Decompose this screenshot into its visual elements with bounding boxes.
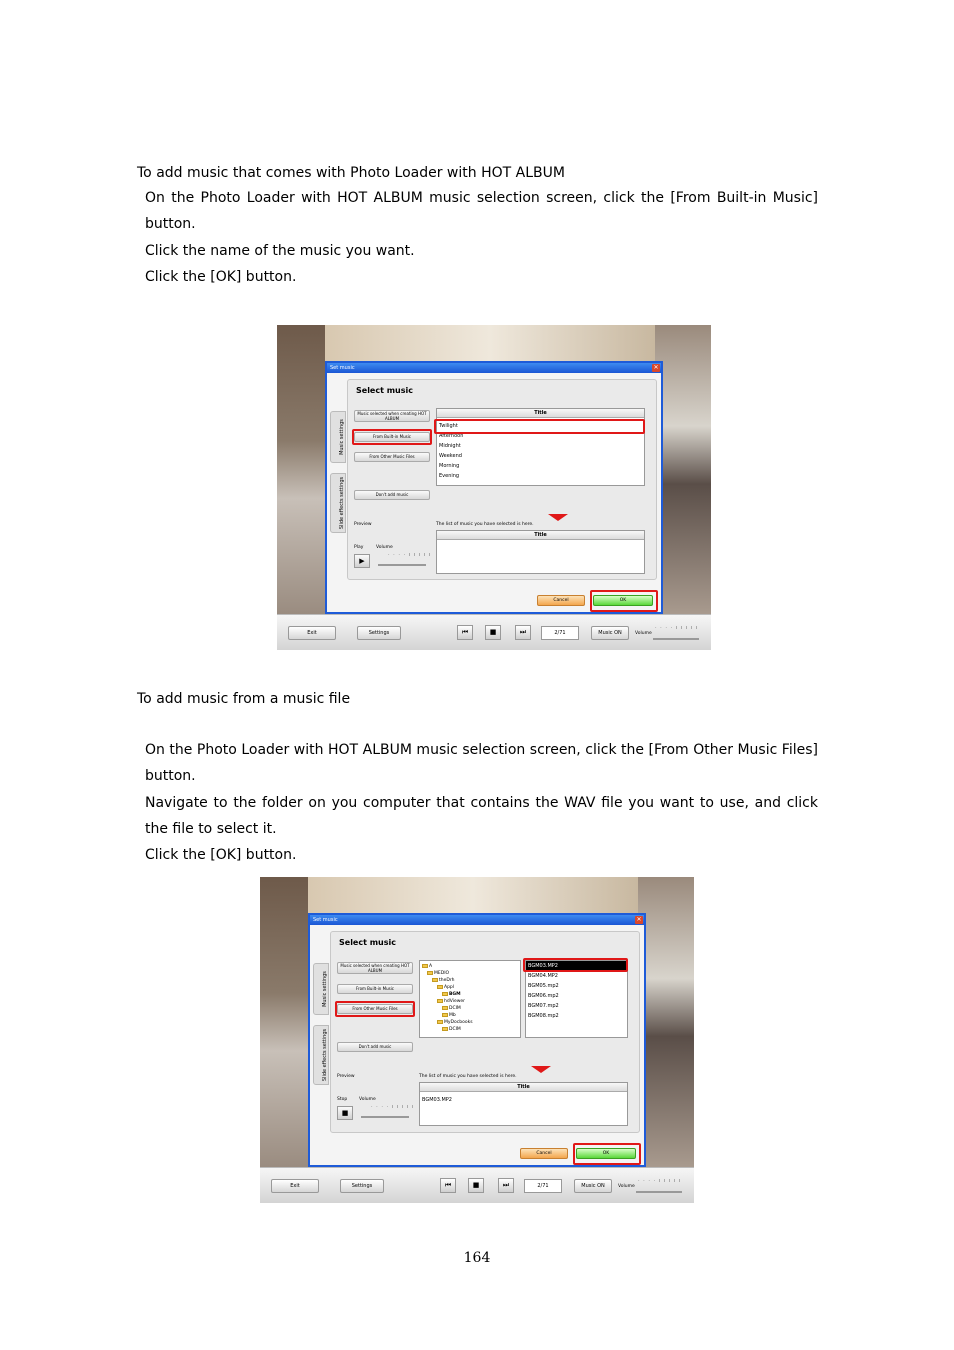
highlight-selected-file [523, 958, 628, 972]
image-counter: 2/71 [541, 626, 579, 640]
section-title: Select music [339, 938, 396, 947]
exit-button[interactable]: Exit [271, 1179, 319, 1193]
list-item[interactable]: Morning [439, 463, 460, 469]
stop-icon[interactable]: ■ [468, 1178, 484, 1193]
cancel-button[interactable]: Cancel [537, 595, 585, 606]
highlight-builtin-button [352, 429, 432, 445]
photo-background-left [260, 877, 308, 1167]
arrow-down-icon [531, 1066, 551, 1073]
tree-node[interactable]: A [422, 963, 518, 970]
tree-node[interactable]: MyDocbooks [422, 1019, 518, 1026]
folder-icon [422, 964, 428, 968]
volume-ticks: · · · · ı ı ı ı ı [388, 552, 432, 558]
list-item[interactable]: BGM03.MP2 [422, 1097, 452, 1103]
screenshot-other-music [260, 877, 694, 1203]
section1-heading: To add music that comes with Photo Loader with HOT ALBUM [137, 165, 565, 181]
dont-add-music-button[interactable]: Don't add music [337, 1042, 413, 1052]
selected-music-list[interactable] [419, 1082, 628, 1126]
photo-background-top [308, 877, 638, 913]
image-counter: 2/71 [524, 1179, 562, 1193]
section2-step3: Click the [OK] button. [145, 847, 297, 863]
tree-node[interactable]: theDrh [422, 977, 518, 984]
section-title: Select music [356, 386, 413, 395]
folder-icon [442, 1027, 448, 1031]
play-icon[interactable]: ▶ [354, 554, 370, 568]
set-music-dialog [308, 913, 646, 1167]
list-item[interactable]: Midnight [439, 443, 461, 449]
list-item[interactable]: BGM08.mp2 [528, 1013, 559, 1019]
screenshot-builtin-music [277, 325, 711, 650]
stop-label: Stop [337, 1097, 348, 1102]
photo-background-right [655, 325, 711, 614]
list-item[interactable]: BGM03.MP2 [526, 961, 627, 971]
tab-music-settings[interactable]: Music settings [330, 411, 346, 463]
highlight-other-files-button [335, 1001, 415, 1017]
exit-button[interactable]: Exit [288, 626, 336, 640]
tree-node[interactable]: Mb [422, 1012, 518, 1019]
section2-step1: On the Photo Loader with HOT ALBUM music selection screen, click the [From Other Music Files] button. [145, 742, 818, 784]
ok-button[interactable]: OK [593, 595, 653, 606]
volume-ticks: · · · · ı ı ı ı ı [371, 1104, 415, 1110]
list-item[interactable]: BGM06.mp2 [528, 993, 559, 999]
tab-slide-effects[interactable]: Slide effects settings [330, 473, 346, 533]
close-icon[interactable]: ✕ [636, 916, 642, 923]
list-item[interactable]: Evening [439, 473, 460, 479]
close-icon[interactable]: ✕ [653, 364, 659, 371]
volume-label: Volume [618, 1184, 635, 1189]
preview-label: Preview [337, 1074, 355, 1079]
highlight-ok-button [590, 590, 658, 612]
photo-background-left [277, 325, 325, 614]
folder-icon [442, 1013, 448, 1017]
folder-icon [437, 999, 443, 1003]
volume-slider[interactable] [378, 564, 426, 566]
section1-step3: Click the [OK] button. [145, 269, 297, 285]
selected-list-header: Title [437, 531, 644, 540]
hot-album-music-button[interactable]: Music selected when creating HOT ALBUM [354, 410, 430, 422]
tab-slide-effects[interactable]: Slide effects settings [313, 1025, 329, 1085]
section2-heading: To add music from a music file [137, 691, 351, 707]
music-on-button[interactable]: Music ON [591, 626, 629, 640]
selected-music-list[interactable] [436, 530, 645, 574]
volume-slider[interactable] [636, 1191, 682, 1193]
section1-step2: Click the name of the music you want. [145, 243, 415, 259]
dont-add-music-button[interactable]: Don't add music [354, 490, 430, 500]
folder-icon [432, 978, 438, 982]
next-icon[interactable]: ⏭ [515, 625, 531, 640]
selected-list-header: Title [420, 1083, 627, 1092]
folder-icon [442, 1006, 448, 1010]
play-label: Play [354, 545, 364, 550]
other-music-files-button[interactable]: From Other Music Files [354, 452, 430, 462]
highlight-ok-button [573, 1143, 641, 1165]
photo-background-right [638, 877, 694, 1167]
folder-icon [442, 992, 448, 996]
section2-step2: Navigate to the folder on you computer that contains the WAV file you want to use, and click the file to select it. [145, 795, 818, 837]
list-item[interactable]: BGM07.mp2 [528, 1003, 559, 1009]
stop-icon[interactable]: ■ [337, 1106, 353, 1120]
dialog-titlebar: Set music [310, 915, 644, 925]
volume-slider[interactable] [653, 638, 699, 640]
dialog-titlebar: Set music [327, 363, 661, 373]
music-panel [347, 379, 657, 580]
photo-background-top [325, 325, 655, 361]
volume-ticks: · · · · ı ı ı ı ı [638, 1178, 682, 1184]
preview-label: Preview [354, 522, 372, 527]
list-item[interactable]: Afternoon [439, 433, 464, 439]
highlight-selected-track [434, 419, 645, 434]
volume-label: Volume [635, 631, 652, 636]
settings-button[interactable]: Settings [340, 1179, 384, 1193]
list-item[interactable]: BGM05.mp2 [528, 983, 559, 989]
volume-ticks: · · · · ı ı ı ı ı [655, 625, 699, 631]
volume-slider[interactable] [361, 1116, 409, 1118]
settings-button[interactable]: Settings [357, 626, 401, 640]
folder-icon [437, 985, 443, 989]
previous-icon[interactable]: ⏮ [440, 1178, 456, 1193]
set-music-dialog [325, 361, 663, 614]
cancel-button[interactable]: Cancel [520, 1148, 568, 1159]
builtin-music-button[interactable]: From Built-in Music [337, 984, 413, 994]
folder-tree[interactable] [419, 960, 521, 1038]
tree-node[interactable]: MEDIO [422, 970, 518, 977]
volume-label: Volume [376, 545, 393, 550]
section1-step1: On the Photo Loader with HOT ALBUM music selection screen, click the [From Built-in Music] button. [145, 190, 818, 232]
tree-node[interactable]: DCIM [422, 1005, 518, 1012]
next-icon[interactable]: ⏭ [498, 1178, 514, 1193]
tree-node[interactable]: Appl [422, 984, 518, 991]
tree-node[interactable]: hdViewer [422, 998, 518, 1005]
folder-icon [427, 971, 433, 975]
selected-list-note: The list of music you have selected is here. [419, 1074, 517, 1079]
tree-node[interactable]: DCIM [422, 1026, 518, 1033]
tree-node[interactable]: BGM [422, 991, 518, 998]
tab-music-settings[interactable]: Music settings [313, 963, 329, 1015]
previous-icon[interactable]: ⏮ [457, 625, 473, 640]
other-music-files-button[interactable]: From Other Music Files [337, 1004, 413, 1014]
list-item[interactable]: Twilight [439, 423, 458, 429]
arrow-down-icon [548, 514, 568, 521]
music-panel [330, 931, 640, 1133]
list-item[interactable]: BGM04.MP2 [528, 973, 558, 979]
selected-list-note: The list of music you have selected is here. [436, 522, 534, 527]
list-item[interactable]: Weekend [439, 453, 462, 459]
folder-icon [437, 1020, 443, 1024]
page-number: 164 [463, 1250, 491, 1266]
ok-button[interactable]: OK [576, 1148, 636, 1159]
music-on-button[interactable]: Music ON [574, 1179, 612, 1193]
viewer-toolbar [260, 1167, 694, 1203]
music-list-header: Title [437, 409, 644, 418]
viewer-toolbar [277, 614, 711, 650]
stop-icon[interactable]: ■ [485, 625, 501, 640]
builtin-music-button[interactable]: From Built-in Music [354, 432, 430, 442]
hot-album-music-button[interactable]: Music selected when creating HOT ALBUM [337, 962, 413, 974]
volume-label: Volume [359, 1097, 376, 1102]
